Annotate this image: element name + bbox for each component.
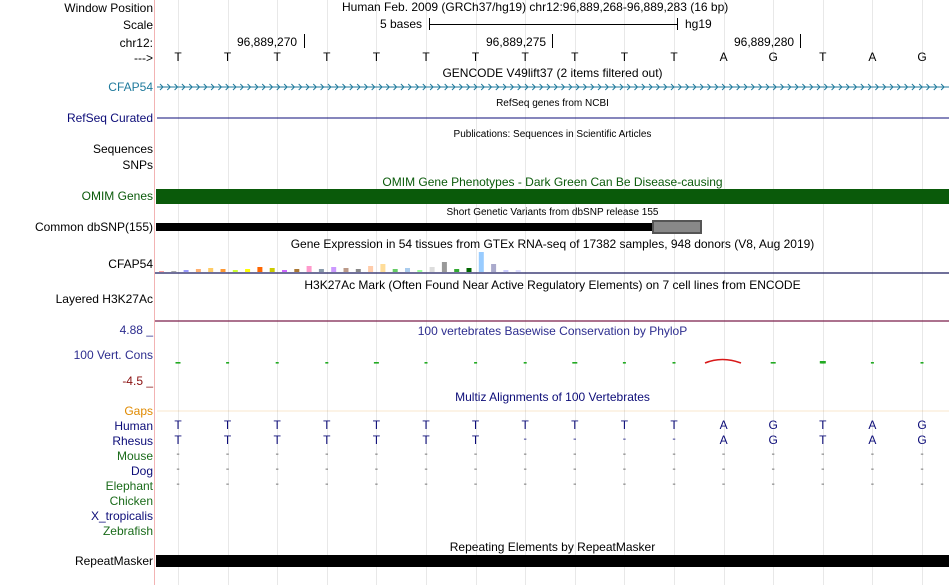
multiz-species-label[interactable]: Zebrafish [102,524,153,538]
gaps-label: Gaps [124,404,153,418]
phylop-track-title[interactable]: 100 vertebrates Basewise Conservation by PhyloP [417,324,688,338]
multiz-aligned-base: - [275,449,279,460]
gtex-tissue-bar [479,252,484,272]
multiz-aligned-base: - [672,434,676,445]
gtex-tissue-bar [491,264,496,272]
dbsnp-feature-bar[interactable] [156,223,702,231]
multiz-aligned-base: - [374,464,379,475]
multiz-aligned-base: G [917,433,927,447]
sequence-base: T [174,50,182,64]
phylop-mark [921,362,924,364]
multiz-aligned-base: - [424,479,428,490]
sequence-base: T [372,50,381,64]
multiz-aligned-base: - [721,464,726,475]
multiz-aligned-base: - [622,464,627,475]
multiz-aligned-base: - [573,449,577,460]
gtex-tissue-bar [442,262,447,272]
gencode-track-title[interactable]: GENCODE V49lift37 (2 items filtered out) [442,66,663,80]
gtex-tissue-bar [516,270,521,272]
multiz-aligned-base: - [275,464,279,475]
gtex-track-label[interactable]: CFAP54 [108,257,153,271]
scale-text: 5 bases [380,17,423,31]
gencode-gene-feature[interactable] [157,84,949,90]
multiz-aligned-base: A [868,433,877,447]
multiz-aligned-base: - [721,449,726,460]
coord-label: 96,889,275 [486,35,547,49]
multiz-aligned-base: - [424,449,428,460]
sequence-base: G [768,50,778,64]
omim-feature-bar[interactable] [156,189,949,204]
multiz-aligned-base: T [223,418,232,432]
sequences-track-label[interactable]: Sequences [92,142,153,156]
omim-track-label[interactable]: OMIM Genes [81,189,153,203]
dbsnp-track-label[interactable]: Common dbSNP(155) [34,220,153,234]
gtex-tissue-bar [503,270,508,272]
sequence-base: T [670,50,678,64]
multiz-species-label[interactable]: Dog [130,464,153,478]
gtex-tissue-bar [307,266,312,272]
multiz-species-label[interactable]: Rhesus [112,434,153,448]
multiz-aligned-base: - [920,449,924,460]
multiz-aligned-base: - [325,449,329,460]
sequence-base: T [819,50,827,64]
multiz-aligned-base: T [471,433,480,447]
multiz-aligned-base: - [821,449,825,460]
multiz-aligned-base: - [573,479,577,490]
multiz-aligned-base: T [372,418,381,432]
multiz-species-label[interactable]: X_tropicalis [90,509,153,523]
multiz-aligned-base: - [721,479,726,490]
h3k27ac-track-label[interactable]: Layered H3K27Ac [55,292,153,306]
multiz-aligned-base: A [719,433,728,447]
multiz-aligned-base: - [523,434,527,445]
multiz-aligned-base: - [920,464,924,475]
multiz-aligned-base: - [523,464,527,475]
phylop-track-label[interactable]: 100 Vert. Cons [73,348,153,362]
gtex-tissue-bar [356,269,361,272]
multiz-aligned-base: T [422,418,430,432]
multiz-aligned-base: - [920,479,924,490]
multiz-aligned-base: - [225,479,230,490]
phylop-mark [276,362,279,364]
gtex-tissue-bar [196,269,201,272]
gtex-tissue-bar [257,267,262,272]
multiz-aligned-base: - [523,479,527,490]
multiz-aligned-base: - [325,464,329,475]
sequence-base: T [521,50,529,64]
phylop-mark [623,362,626,364]
strand-label: ---> [134,51,153,65]
multiz-aligned-base: - [672,479,676,490]
multiz-aligned-base: - [870,479,875,490]
multiz-aligned-base: T [372,433,381,447]
phylop-peak-red [705,360,741,364]
multiz-aligned-base: A [719,418,728,432]
multiz-aligned-base: T [521,418,529,432]
multiz-aligned-base: T [422,433,430,447]
repeatmasker-feature-bar[interactable] [156,555,949,567]
gtex-tissue-bar [380,264,385,272]
gtex-tissue-bar [221,269,226,272]
multiz-species-label[interactable]: Mouse [116,449,153,463]
coord-label: 96,889,270 [237,35,298,49]
multiz-aligned-base: - [622,449,627,460]
multiz-aligned-base: - [672,449,676,460]
phylop-mark [374,362,379,364]
repeatmasker-track-label[interactable]: RepeatMasker [74,554,153,568]
sequence-base: T [273,50,281,64]
gtex-tissue-bar [467,268,472,272]
multiz-species-label[interactable]: Elephant [105,479,153,493]
multiz-aligned-base: - [424,464,428,475]
sequence-base: T [620,50,629,64]
multiz-aligned-base: - [176,449,180,460]
publications-track-title[interactable]: Publications: Sequences in Scientific Articles [453,129,652,140]
window-position-label: Window Position [64,1,153,15]
multiz-aligned-base: - [325,479,329,490]
sequence-base: T [422,50,430,64]
multiz-aligned-base: - [573,434,577,445]
phylop-mark [572,362,577,364]
gtex-tissue-bar [430,267,435,272]
phylop-mark [524,362,527,364]
snps-track-label[interactable]: SNPs [122,158,153,172]
gtex-tissue-bar [171,271,176,272]
multiz-aligned-base: - [771,464,775,475]
dbsnp-feature-highlight-inner [654,222,700,232]
multiz-aligned-base: G [768,418,778,432]
scale-db: hg19 [685,17,712,31]
sequence-base: T [323,50,331,64]
multiz-species-label[interactable]: Chicken [109,494,153,508]
multiz-aligned-base: - [622,434,627,445]
phylop-mark [771,362,776,364]
multiz-aligned-base: - [870,464,875,475]
gtex-tissue-bar [331,267,336,272]
multiz-aligned-base: T [323,433,331,447]
repeatmasker-track-title[interactable]: Repeating Elements by RepeatMasker [449,540,656,554]
phylop-max-label: 4.88 _ [119,323,153,337]
multiz-aligned-base: T [273,433,281,447]
gtex-tissue-bar [454,269,459,272]
gtex-tissue-bar [405,268,410,272]
multiz-aligned-base: T [819,433,827,447]
multiz-aligned-base: - [275,479,279,490]
chrom-label: chr12: [119,36,153,50]
multiz-aligned-base: - [523,449,527,460]
phylop-min-label: -4.5 _ [122,374,153,388]
gtex-tissue-bar [368,266,373,272]
multiz-aligned-base: - [225,464,230,475]
multiz-aligned-base: - [374,479,379,490]
multiz-aligned-base: - [870,449,875,460]
gtex-tissue-bar [319,269,324,272]
phylop-mark [226,362,229,364]
assembly-position: Human Feb. 2009 (GRCh37/hg19) chr12:96,889,268-96,889,283 (16 bp) [342,0,729,14]
multiz-aligned-base: - [374,449,379,460]
multiz-species-label[interactable]: Human [114,419,153,433]
phylop-mark [474,362,477,364]
gtex-track-title[interactable]: Gene Expression in 54 tissues from GTEx RNA-seq of 17382 samples, 948 donors (V8, Aug 2019) [290,237,815,251]
multiz-aligned-base: T [819,418,827,432]
sequence-base: T [223,50,232,64]
sequence-base: G [917,50,927,64]
multiz-aligned-base: T [670,418,678,432]
phylop-mark [176,362,181,364]
multiz-aligned-base: - [473,479,478,490]
phylop-mark [820,361,826,364]
multiz-aligned-base: T [471,418,480,432]
multiz-aligned-base: - [176,479,180,490]
phylop-mark [425,362,428,364]
refseq-track-title[interactable]: RefSeq genes from NCBI [496,98,609,109]
gencode-track-label[interactable]: CFAP54 [108,80,153,94]
multiz-aligned-base: T [273,418,281,432]
phylop-mark [325,362,328,364]
multiz-track-title[interactable]: Multiz Alignments of 100 Vertebrates [455,390,650,404]
multiz-aligned-base: T [174,433,182,447]
scale-label: Scale [122,18,153,32]
multiz-aligned-base: - [573,464,577,475]
gtex-tissue-bar [208,268,213,272]
gtex-tissue-bar [417,270,422,272]
multiz-aligned-base: - [821,479,825,490]
refseq-track-label[interactable]: RefSeq Curated [66,111,153,125]
multiz-aligned-base: - [821,464,825,475]
multiz-aligned-base: - [473,464,478,475]
multiz-aligned-base: - [225,449,230,460]
multiz-aligned-base: T [174,418,182,432]
phylop-mark [871,362,874,364]
sequence-base: A [868,50,877,64]
gtex-tissue-bar [393,269,398,272]
gtex-tissue-bar [344,268,349,272]
gtex-tissue-bar [233,270,238,272]
h3k27ac-track-title[interactable]: H3K27Ac Mark (Often Found Near Active Regulatory Elements) on 7 cell lines from ENCODE [304,278,801,292]
gtex-expression-bars [159,252,521,272]
sequence-base: T [571,50,579,64]
multiz-aligned-base: - [771,479,775,490]
phylop-mark [673,362,676,364]
multiz-aligned-base: - [622,479,627,490]
gtex-tissue-bar [184,270,189,272]
gtex-tissue-bar [270,268,275,272]
gtex-tissue-bar [245,269,250,272]
sequence-base: A [719,50,728,64]
coord-label: 96,889,280 [734,35,795,49]
multiz-aligned-base: G [917,418,927,432]
multiz-aligned-base: - [176,464,180,475]
gtex-tissue-bar [159,271,164,272]
phylop-conservation-marks [176,361,924,364]
sequence-base: T [471,50,480,64]
multiz-aligned-base: - [473,449,478,460]
multiz-aligned-base: T [571,418,579,432]
multiz-aligned-base: - [672,464,676,475]
multiz-aligned-base: G [768,433,778,447]
multiz-aligned-base: T [223,433,232,447]
dbsnp-track-title[interactable]: Short Genetic Variants from dbSNP release 155 [446,207,659,218]
multiz-aligned-base: T [323,418,331,432]
multiz-aligned-base: A [868,418,877,432]
gtex-tissue-bar [282,270,287,272]
omim-track-title[interactable]: OMIM Gene Phenotypes - Dark Green Can Be Disease-causing [382,175,723,189]
multiz-aligned-base: - [771,449,775,460]
multiz-aligned-base: T [620,418,629,432]
gtex-tissue-bar [294,269,299,272]
